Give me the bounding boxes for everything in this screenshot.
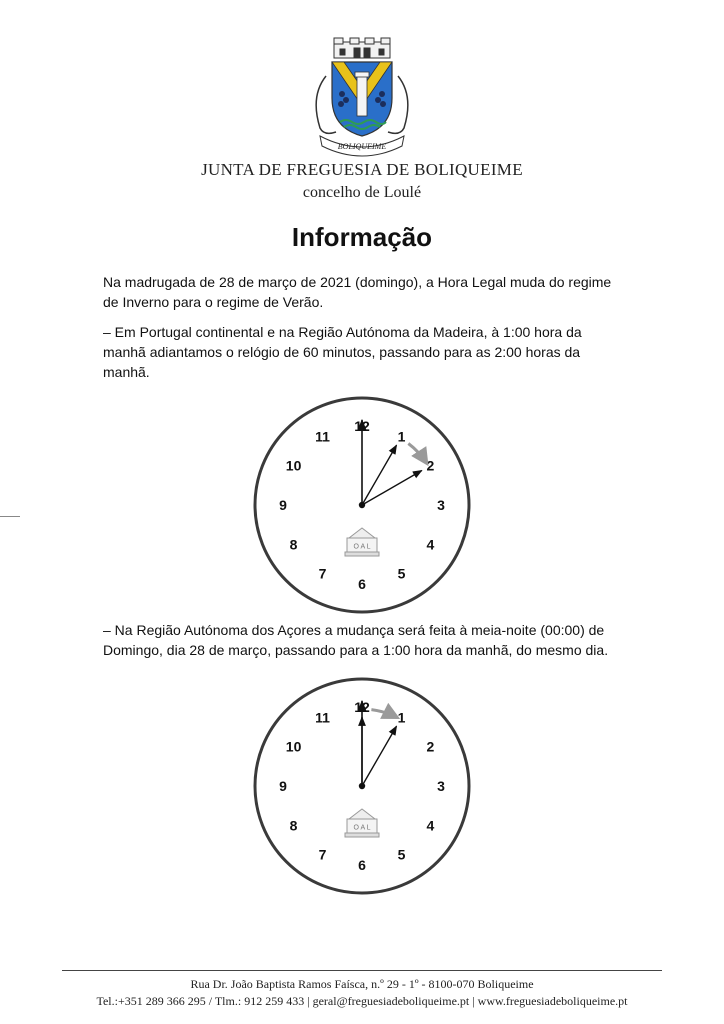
azores-clock-numeral: 12 <box>354 699 370 715</box>
intro-line: de Inverno para o regime de Verão. <box>103 294 324 310</box>
azores-clock-emblem-text: O A L <box>353 824 371 832</box>
mainland-clock-numeral: 12 <box>354 418 370 434</box>
margin-mark <box>0 516 20 517</box>
mainland-paragraph <box>103 322 623 382</box>
azores-clock-numeral: 3 <box>437 778 445 794</box>
azores-clock-numeral: 1 <box>397 709 406 726</box>
azores-clock-numeral: 4 <box>426 817 435 834</box>
azores-paragraph <box>103 620 623 660</box>
footer-address: Rua Dr. João Baptista Ramos Faísca, n.º 29 - 1º - 8100-070 Boliqueime <box>190 977 534 991</box>
intro-line: Na madrugada de 28 de março de 2021 (domingo), a Hora Legal muda do regime <box>103 274 612 290</box>
intro-paragraph <box>103 272 623 312</box>
page-title: Informação <box>291 222 433 252</box>
azores-clock-numeral: 5 <box>397 846 406 863</box>
mainland-line: manhã. <box>103 364 150 380</box>
mainland-clock-numeral: 11 <box>315 428 330 445</box>
mainland-clock-numeral: 7 <box>318 565 327 582</box>
mainland-clock-numeral: 9 <box>279 497 287 513</box>
mainland-line: manhã adiantamos o relógio de 60 minutos, passando para as 2:00 horas da <box>103 344 581 360</box>
crest-banner-text: BOLIQUEIME <box>337 142 387 151</box>
mainland-line: – Em Portugal continental e na Região Autónoma da Madeira, à 1:00 hora da <box>103 324 582 340</box>
mainland-clock <box>247 390 477 620</box>
footer-divider <box>62 970 662 971</box>
azores-clock-numeral: 2 <box>426 738 435 755</box>
mainland-clock-numeral: 5 <box>397 565 406 582</box>
organization-name: JUNTA DE FREGUESIA DE BOLIQUEIME <box>201 160 523 179</box>
mainland-clock-emblem-text: O A L <box>353 543 371 551</box>
mainland-clock-numeral: 3 <box>437 497 445 513</box>
mainland-clock-numeral: 6 <box>358 576 366 592</box>
azores-clock-numeral: 9 <box>279 778 287 794</box>
mainland-clock-numeral: 8 <box>289 536 298 553</box>
azores-clock-numeral: 8 <box>289 817 298 834</box>
azores-clock-center-dot <box>359 783 365 789</box>
azores-line: – Na Região Autónoma dos Açores a mudança será feita à meia-noite (00:00) de <box>103 622 605 638</box>
mainland-clock-numeral: 4 <box>426 536 435 553</box>
azores-line: Domingo, dia 28 de março, passando para a 1:00 hora da manhã, do mesmo dia. <box>103 642 609 658</box>
azores-clock-numeral: 10 <box>285 738 302 755</box>
azores-clock-numeral: 7 <box>318 846 327 863</box>
mainland-clock-center-dot <box>359 502 365 508</box>
azores-clock-numeral: 11 <box>315 709 330 726</box>
azores-clock-numeral: 6 <box>358 857 366 873</box>
crest-logo <box>306 36 418 158</box>
mainland-clock-numeral: 10 <box>285 457 302 474</box>
organization-subtitle: concelho de Loulé <box>302 184 422 201</box>
azores-clock <box>247 671 477 901</box>
footer-contact: Tel.:+351 289 366 295 / Tlm.: 912 259 433 | geral@freguesiadeboliqueime.pt | www.freguesiadeboliqueime.pt <box>96 994 628 1008</box>
mainland-clock-numeral: 1 <box>397 428 406 445</box>
mainland-clock-numeral: 2 <box>426 457 435 474</box>
